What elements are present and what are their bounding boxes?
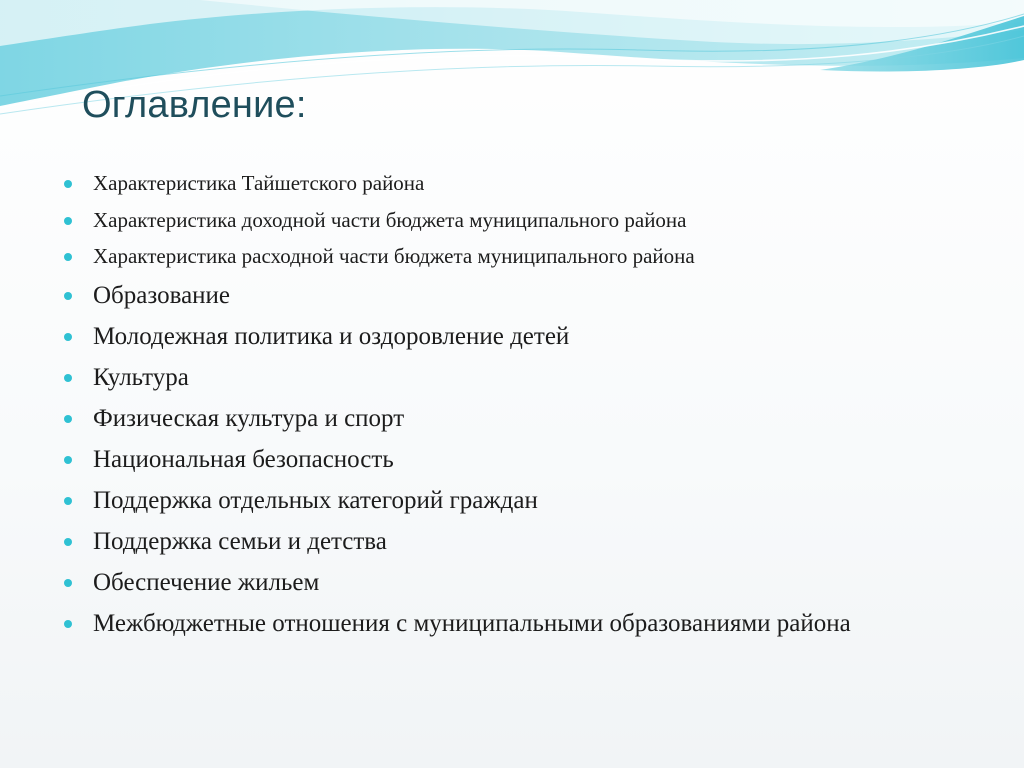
toc-item xyxy=(64,444,964,476)
toc-item-label: Межбюджетные отношения с муниципальными образованиями района xyxy=(93,609,851,637)
bullet-dot-icon xyxy=(64,497,72,505)
bullet-dot-icon xyxy=(64,333,72,341)
toc-item xyxy=(64,243,964,270)
toc-item-label: Культура xyxy=(93,363,189,391)
toc-item-label: Национальная безопасность xyxy=(93,445,394,473)
bullet-dot-icon xyxy=(64,217,72,225)
toc-item xyxy=(64,567,964,599)
toc-item-label: Образование xyxy=(93,281,231,309)
toc-item xyxy=(64,280,964,312)
toc-item xyxy=(64,321,964,353)
toc-item xyxy=(64,207,964,234)
toc-item-label: Физическая культура и спорт xyxy=(93,404,405,432)
toc-item xyxy=(64,362,964,394)
bullet-dot-icon xyxy=(64,456,72,464)
bullet-dot-icon xyxy=(64,292,72,300)
toc-item-label: Характеристика расходной части бюджета муниципального района xyxy=(93,244,695,268)
bullet-dot-icon xyxy=(64,374,72,382)
toc-item-label: Характеристика доходной части бюджета муниципального района xyxy=(93,207,687,232)
toc-item xyxy=(64,526,964,558)
bullet-dot-icon xyxy=(64,180,72,188)
toc-item-label: Поддержка семьи и детства xyxy=(93,527,387,555)
toc-item-label: Обеспечение жильем xyxy=(93,568,320,596)
bullet-dot-icon xyxy=(64,579,72,587)
toc-item-label: Молодежная политика и оздоровление детей xyxy=(93,322,570,350)
toc-item xyxy=(64,485,964,517)
toc-item xyxy=(64,608,964,640)
bullet-dot-icon xyxy=(64,415,72,423)
slide-title: Оглавление: xyxy=(82,84,307,126)
toc-item-label: Поддержка отдельных категорий граждан xyxy=(93,486,538,514)
bullet-dot-icon xyxy=(64,538,72,546)
bullet-dot-icon xyxy=(64,253,72,261)
toc-item-label: Характеристика Тайшетского района xyxy=(93,171,425,195)
toc-item xyxy=(64,170,964,197)
toc-item xyxy=(64,403,964,435)
table-of-contents xyxy=(64,170,964,649)
bullet-dot-icon xyxy=(64,620,72,628)
